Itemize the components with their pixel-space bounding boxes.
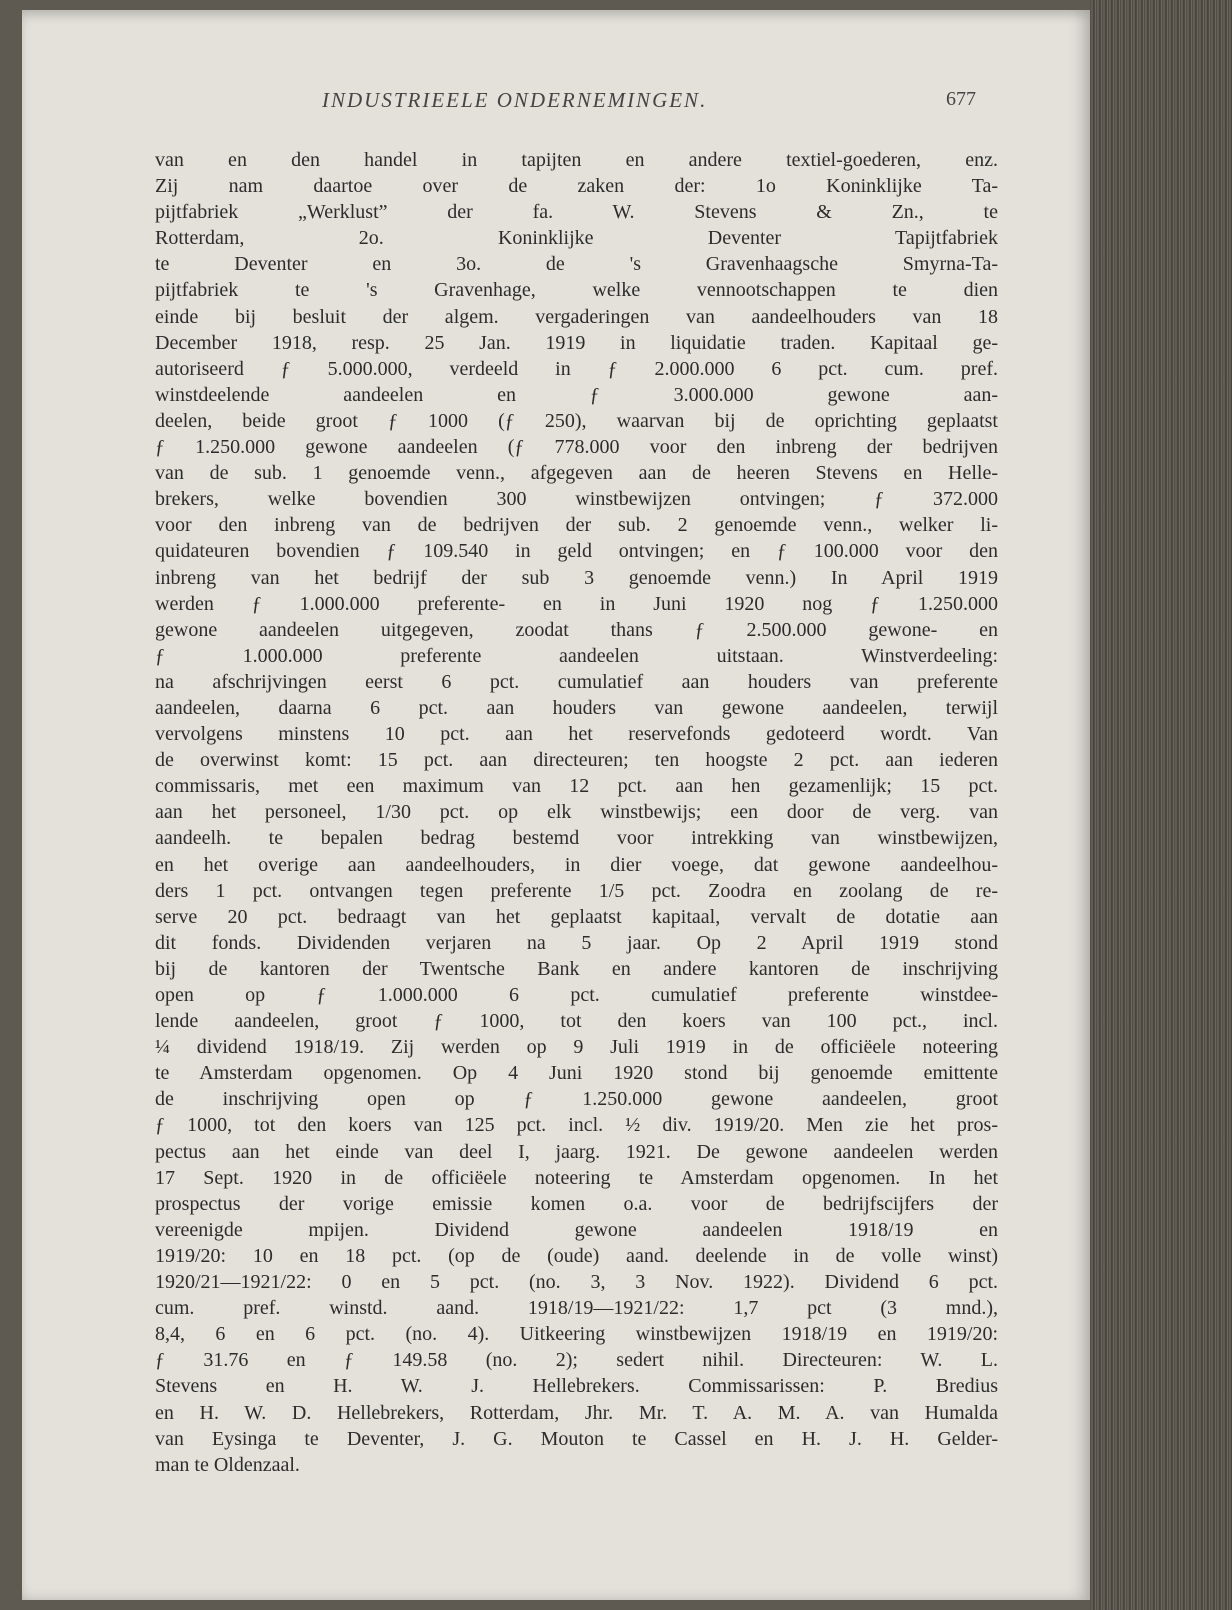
text-line: 1920/21—1921/22: 0 en 5 pct. (no. 3, 3 Nov. 1922). Dividend 6 pct. — [155, 1271, 998, 1294]
text-line: open op ƒ 1.000.000 6 pct. cumulatief preferente winstdee- — [155, 984, 998, 1006]
text-line: en het overige aan aandeelhouders, in dier voege, dat gewone aandeelhou- — [155, 853, 998, 876]
text-line: de overwinst komt: 15 pct. aan directeuren; ten hoogste 2 pct. aan iederen — [155, 749, 998, 772]
text-line: aandeelh. te bepalen bedrag bestemd voor intrekking van winstbewijzen, — [155, 827, 998, 850]
text-line: cum. pref. winstd. aand. 1918/19—1921/22: 1,7 pct (3 mnd.), — [155, 1297, 998, 1320]
text-line: van de sub. 1 genoemde venn., afgegeven aan de heeren Stevens en Helle- — [155, 462, 998, 485]
page-number: 677 — [946, 88, 976, 110]
text-line: aan het personeel, 1/30 pct. op elk winstbewijs; een door de verg. van — [155, 801, 998, 824]
running-title: INDUSTRIEELE ONDERNEMINGEN. — [322, 88, 708, 112]
text-line: inbreng van het bedrijf der sub 3 genoemde venn.) In April 1919 — [155, 566, 998, 589]
text-line: Stevens en H. W. J. Hellebrekers. Commissarissen: P. Bredius — [155, 1375, 998, 1398]
text-line: ƒ 1000, tot den koers van 125 pct. incl. ½ div. 1919/20. Men zie het pros- — [155, 1114, 998, 1137]
text-line: ƒ 1.000.000 preferente aandeelen uitstaan. Winstverdeeling: — [155, 644, 998, 667]
text-line: prospectus der vorige emissie komen o.a. voor de bedrijfscijfers der — [155, 1192, 998, 1215]
body-text — [155, 147, 998, 1478]
text-line: 8,4, 6 en 6 pct. (no. 4). Uitkeering winstbewijzen 1918/19 en 1919/20: — [155, 1323, 998, 1346]
text-line: na afschrijvingen eerst 6 pct. cumulatief aan houders van preferente — [155, 670, 998, 693]
text-line: van en den handel in tapijten en andere textiel-goederen, enz. — [155, 149, 998, 171]
text-line: vervolgens minstens 10 pct. aan het reservefonds gedoteerd wordt. Van — [155, 723, 998, 746]
text-line: brekers, welke bovendien 300 winstbewijzen ontvingen; ƒ 372.000 — [155, 488, 998, 511]
text-line: voor den inbreng van de bedrijven der sub. 2 genoemde venn., welker li- — [155, 514, 998, 537]
text-line: lende aandeelen, groot ƒ 1000, tot den koers van 100 pct., incl. — [155, 1010, 998, 1033]
text-line: 1919/20: 10 en 18 pct. (op de (oude) aand. deelende in de volle winst) — [155, 1244, 998, 1267]
text-line: quidateuren bovendien ƒ 109.540 in geld ontvingen; en ƒ 100.000 voor den — [155, 540, 998, 563]
text-line: vereenigde mpijen. Dividend gewone aandeelen 1918/19 en — [155, 1218, 998, 1241]
text-line: te Amsterdam opgenomen. Op 4 Juni 1920 stond bij genoemde emittente — [155, 1062, 998, 1085]
text-line: serve 20 pct. bedraagt van het geplaatst kapitaal, vervalt de dotatie aan — [155, 905, 998, 928]
text-line: de inschrijving open op ƒ 1.250.000 gewone aandeelen, groot — [155, 1088, 998, 1111]
page-header — [22, 88, 1090, 118]
book-page-edges — [1090, 0, 1232, 1610]
text-line: man te Oldenzaal. — [155, 1453, 300, 1476]
text-line: pijtfabriek „Werklust” der fa. W. Stevens & Zn., te — [155, 201, 998, 224]
text-line: ƒ 31.76 en ƒ 149.58 (no. 2); sedert nihil. Directeuren: W. L. — [155, 1349, 998, 1372]
text-line: gewone aandeelen uitgegeven, zoodat thans ƒ 2.500.000 gewone- en — [155, 618, 998, 641]
text-line: van Eysinga te Deventer, J. G. Mouton te Cassel en H. J. H. Gelder- — [155, 1427, 998, 1450]
text-line: einde bij besluit der algem. vergaderingen van aandeelhouders van 18 — [155, 305, 998, 328]
text-line: December 1918, resp. 25 Jan. 1919 in liquidatie traden. Kapitaal ge- — [155, 331, 998, 354]
text-line: 17 Sept. 1920 in de officiëele noteering te Amsterdam opgenomen. In het — [155, 1166, 998, 1189]
text-line: ders 1 pct. ontvangen tegen preferente 1/5 pct. Zoodra en zoolang de re- — [155, 879, 998, 902]
text-line: pectus aan het einde van deel I, jaarg. 1921. De gewone aandeelen werden — [155, 1140, 998, 1163]
text-line: aandeelen, daarna 6 pct. aan houders van gewone aandeelen, terwijl — [155, 696, 998, 719]
text-line: te Deventer en 3o. de 's Gravenhaagsche Smyrna-Ta- — [155, 253, 998, 276]
text-line: ƒ 1.250.000 gewone aandeelen (ƒ 778.000 voor den inbreng der bedrijven — [155, 436, 998, 459]
text-line: ¼ dividend 1918/19. Zij werden op 9 Juli 1919 in de officiëele noteering — [155, 1036, 998, 1059]
text-line: werden ƒ 1.000.000 preferente- en in Juni 1920 nog ƒ 1.250.000 — [155, 592, 998, 615]
text-line: winstdeelende aandeelen en ƒ 3.000.000 gewone aan- — [155, 383, 998, 406]
text-line: bij de kantoren der Twentsche Bank en andere kantoren de inschrijving — [155, 957, 998, 980]
text-line: pijtfabriek te 's Gravenhage, welke vennootschappen te dien — [155, 279, 998, 302]
book-page — [22, 10, 1090, 1600]
text-line: en H. W. D. Hellebrekers, Rotterdam, Jhr. Mr. T. A. M. A. van Humalda — [155, 1401, 998, 1424]
text-line: Zij nam daartoe over de zaken der: 1o Koninklijke Ta- — [155, 175, 998, 198]
text-line: Rotterdam, 2o. Koninklijke Deventer Tapijtfabriek — [155, 227, 998, 250]
text-line: deelen, beide groot ƒ 1000 (ƒ 250), waarvan bij de oprichting geplaatst — [155, 409, 998, 432]
text-line: dit fonds. Dividenden verjaren na 5 jaar. Op 2 April 1919 stond — [155, 931, 998, 954]
text-line: commissaris, met een maximum van 12 pct. aan hen gezamenlijk; 15 pct. — [155, 775, 998, 798]
text-line: autoriseerd ƒ 5.000.000, verdeeld in ƒ 2.000.000 6 pct. cum. pref. — [155, 357, 998, 380]
